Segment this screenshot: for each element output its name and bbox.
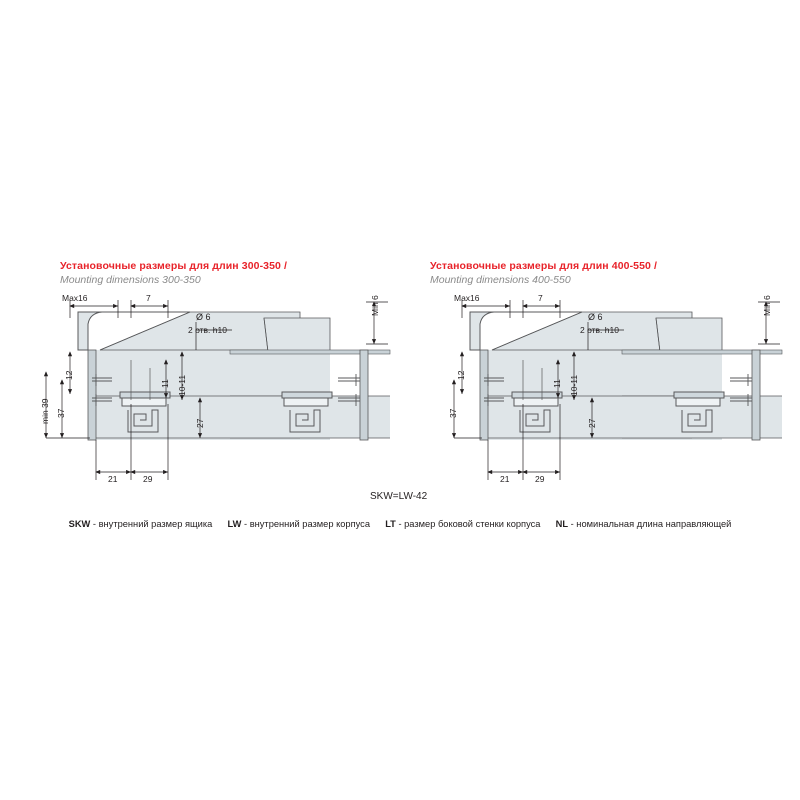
dim-right-11: 11: [552, 379, 562, 388]
dim-left-max16: Max16: [62, 293, 88, 303]
dim-right-12: 12: [456, 370, 466, 380]
legend-nl-text: - номинальная длина направляющей: [570, 519, 732, 529]
legend-skw-key: SKW: [68, 519, 91, 529]
dim-right-21: 21: [500, 474, 510, 484]
legend-lt-key: LT: [385, 519, 396, 529]
panel-left-title: Установочные размеры для длин 300-350 /: [60, 260, 288, 272]
dim-right-7: 7: [538, 293, 543, 303]
dim-right-holes: 2 отв. h10: [580, 325, 619, 335]
dim-left-27: 27: [195, 418, 205, 428]
dim-left-29: 29: [143, 474, 153, 484]
legend-nl-key: NL: [555, 519, 569, 529]
dim-right-10-11: 10-11: [569, 374, 579, 396]
dim-left-holes: 2 отв. h10: [188, 325, 227, 335]
dim-right-diameter: Ø 6: [588, 312, 603, 322]
legend-lw-key: LW: [227, 519, 242, 529]
dim-right-min6: Min 6: [762, 295, 772, 316]
dim-left-10-11: 10-11: [177, 374, 187, 396]
dim-left-min6: Min 6: [370, 295, 380, 316]
panel-right-title: Установочные размеры для длин 400-550 /: [430, 260, 658, 272]
panel-right-subtitle: Mounting dimensions 400-550: [430, 274, 571, 286]
dim-left-37: 37: [56, 408, 66, 418]
legend-lt-text: - размер боковой стенки корпуса: [398, 519, 541, 529]
legend-skw-text: - внутренний размер ящика: [92, 519, 213, 529]
dim-left-21: 21: [108, 474, 118, 484]
dim-left-7: 7: [146, 293, 151, 303]
dim-right-37: 37: [448, 408, 458, 418]
dim-left-diameter: Ø 6: [196, 312, 211, 322]
formula-label: SKW=LW-42: [370, 491, 428, 502]
panel-left-subtitle: Mounting dimensions 300-350: [60, 274, 201, 286]
dim-left-min39: min 39: [40, 398, 50, 424]
legend-lw-text: - внутренний размер корпуса: [244, 519, 370, 529]
dim-right-29: 29: [535, 474, 545, 484]
dim-left-12: 12: [64, 370, 74, 380]
dim-left-11: 11: [160, 379, 170, 388]
dim-right-max16: Max16: [454, 293, 480, 303]
dim-right-27: 27: [587, 418, 597, 428]
legend: [0, 519, 800, 529]
